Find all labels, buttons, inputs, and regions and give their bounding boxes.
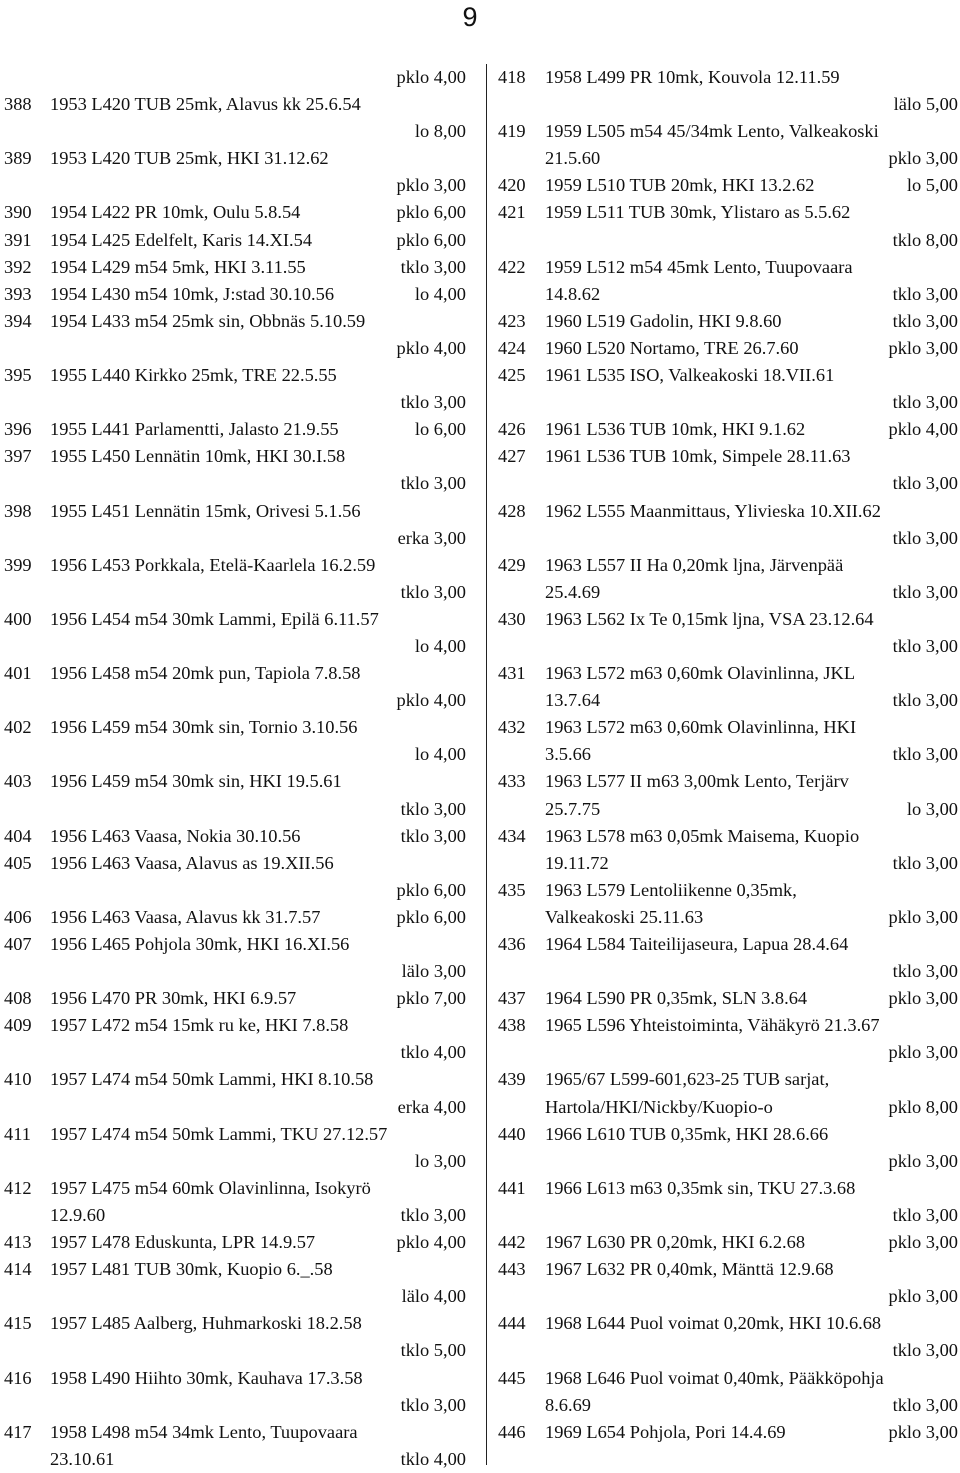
lot-description: 1968 L646 Puol voimat 0,40mk, Pääkköpohja [545,1367,884,1388]
lot-price: pklo 3,00 [888,1421,958,1442]
lot-price: tklo 3,00 [892,744,958,765]
lot-price: lälo 4,00 [401,1286,466,1307]
list-item [4,254,466,281]
lot-number: 406 [4,906,32,927]
lot-price: tklo 3,00 [400,1204,466,1225]
list-item [498,823,958,850]
lot-price: tklo 3,00 [400,581,466,602]
list-item [498,1175,958,1202]
lot-description: 1958 L499 PR 10mk, Kouvola 12.11.59 [545,67,840,87]
lot-price: pklo 3,00 [396,175,466,196]
list-item [498,172,958,199]
lot-description: 1965 L596 Yhteistoiminta, Vähäkyrö 21.3.67 [545,1015,880,1036]
lot-price: pklo 3,00 [888,148,958,169]
list-item [498,1310,958,1337]
lot-price: pklo 6,00 [396,202,466,223]
list-item [4,1392,466,1419]
lot-description: 1957 L478 Eduskunta, LPR 14.9.57 [50,1232,316,1253]
lot-price: tklo 8,00 [892,229,958,250]
lot-number: 436 [498,934,526,954]
list-item [4,64,466,91]
list-item [4,1419,466,1446]
lot-description: 1964 L590 PR 0,35mk, SLN 3.8.64 [545,988,808,1009]
lot-description: 12.9.60 [50,1204,106,1225]
list-item [4,91,466,118]
list-item [498,64,958,91]
lot-price: lo 4,00 [414,635,466,656]
list-item [4,389,466,416]
lot-price: tklo 3,00 [892,310,958,331]
lot-description: 1956 L470 PR 30mk, HKI 6.9.57 [50,988,297,1009]
lot-description: 1963 L577 II m63 3,00mk Lento, Terjärv [545,771,849,792]
lot-number: 402 [4,717,32,738]
list-item [498,1337,958,1364]
list-item [498,254,958,281]
list-item [4,796,466,823]
list-item [4,985,466,1012]
lot-number: 427 [498,446,526,467]
lot-price: erka 3,00 [397,527,466,548]
lot-price: lo 5,00 [906,175,958,196]
lot-description: 1955 L440 Kirkko 25mk, TRE 22.5.55 [50,365,337,386]
lot-description: 1960 L519 Gadolin, HKI 9.8.60 [545,310,782,331]
list-item [4,1066,466,1093]
list-item [498,552,958,579]
lot-price: tklo 3,00 [892,392,958,413]
list-item [498,1121,958,1148]
lot-number: 393 [4,283,32,304]
lot-price: pklo 3,00 [888,1150,958,1171]
lot-price: pklo 3,00 [888,906,958,927]
list-item [4,308,466,335]
lot-description: 1956 L458 m54 20mk pun, Tapiola 7.8.58 [50,663,361,684]
list-item [4,931,466,958]
lot-description: 1963 L572 m63 0,60mk Olavinlinna, JKL [545,663,856,684]
list-item [498,227,958,254]
lot-description: 14.8.62 [545,283,601,304]
list-item [498,118,958,145]
list-item [498,579,958,606]
list-item [4,877,466,904]
lot-description: 1954 L429 m54 5mk, HKI 3.11.55 [50,256,306,277]
lot-price: tklo 4,00 [400,1042,466,1063]
list-item [4,823,466,850]
lot-description: 1957 L475 m54 60mk Olavinlinna, Isokyrö [50,1177,371,1198]
lot-price: pklo 3,00 [888,988,958,1009]
list-item [498,199,958,226]
lot-number: 400 [4,608,32,629]
list-item [498,389,958,416]
lot-number: 412 [4,1177,32,1198]
list-item [4,172,466,199]
list-item [498,1392,958,1419]
lot-price: pklo 6,00 [396,906,466,927]
list-item [4,281,466,308]
lot-price: tklo 3,00 [892,961,958,982]
lot-number: 398 [4,500,32,521]
column-divider [486,64,487,1465]
lot-description: 1958 L498 m54 34mk Lento, Tuupovaara [50,1421,358,1442]
lot-number: 424 [498,337,526,358]
lot-number: 426 [498,419,526,440]
list-item [4,443,466,470]
lot-price: tklo 3,00 [892,1204,958,1225]
lot-price: pklo 4,00 [396,690,466,711]
lot-description: 1956 L465 Pohjola 30mk, HKI 16.XI.56 [50,934,350,954]
list-item [498,877,958,904]
list-item [498,714,958,741]
lot-description: 1957 L474 m54 50mk Lammi, HKI 8.10.58 [50,1069,374,1090]
lot-price: tklo 3,00 [892,283,958,304]
list-item [498,958,958,985]
list-item [4,904,466,931]
list-item [498,145,958,172]
list-item [4,1148,466,1175]
lot-price: tklo 3,00 [400,256,466,277]
lot-price: pklo 4,00 [396,337,466,358]
lot-description: 25.4.69 [545,581,601,602]
lot-description: Hartola/HKI/Nickby/Kuopio-o [545,1096,773,1117]
list-item [4,470,466,497]
lot-number: 395 [4,365,32,386]
lot-price: pklo 6,00 [396,879,466,900]
lot-description: 25.7.75 [545,798,601,819]
lot-price: tklo 4,00 [400,1448,466,1469]
lot-description: 1953 L420 TUB 25mk, HKI 31.12.62 [50,148,329,169]
list-item [4,1310,466,1337]
lot-number: 442 [498,1232,526,1253]
lot-price: tklo 3,00 [892,635,958,656]
lot-description: 1963 L579 Lentoliikenne 0,35mk, [545,879,797,900]
lot-description: 1968 L644 Puol voimat 0,20mk, HKI 10.6.68 [545,1313,882,1334]
lot-description: 1961 L535 ISO, Valkeakoski 18.VII.61 [545,365,835,386]
list-item [498,498,958,525]
lot-description: 1961 L536 TUB 10mk, Simpele 28.11.63 [545,446,851,467]
lot-price: pklo 4,00 [396,67,466,87]
list-item [498,633,958,660]
list-item [498,1039,958,1066]
list-item [498,796,958,823]
lot-number: 413 [4,1232,32,1253]
lot-price: erka 4,00 [397,1096,466,1117]
lot-price: tklo 3,00 [892,527,958,548]
list-item [498,687,958,714]
lot-price: tklo 3,00 [892,581,958,602]
lot-number: 438 [498,1015,526,1036]
lot-description: 1960 L520 Nortamo, TRE 26.7.60 [545,337,799,358]
list-item [498,1012,958,1039]
lot-number: 390 [4,202,32,223]
list-item [498,308,958,335]
list-item [498,1419,958,1446]
lot-price: pklo 4,00 [888,419,958,440]
list-item [498,281,958,308]
list-item [498,606,958,633]
list-item [4,850,466,877]
lot-description: 1956 L459 m54 30mk sin, Tornio 3.10.56 [50,717,358,738]
lot-description: 1956 L463 Vaasa, Nokia 30.10.56 [50,825,301,846]
lot-number: 421 [498,202,526,223]
list-item [4,958,466,985]
lot-price: lo 8,00 [414,121,466,142]
lot-description: 1955 L441 Parlamentti, Jalasto 21.9.55 [50,419,339,440]
list-item [4,498,466,525]
list-item [4,1283,466,1310]
lot-number: 401 [4,663,32,684]
list-item [498,416,958,443]
lot-number: 420 [498,175,526,196]
lot-description: 1953 L420 TUB 25mk, Alavus kk 25.6.54 [50,94,361,115]
list-item [498,741,958,768]
lot-price: pklo 3,00 [888,1286,958,1307]
lot-price: pklo 6,00 [396,229,466,250]
lot-number: 394 [4,310,32,331]
lot-description: 1969 L654 Pohjola, Pori 14.4.69 [545,1421,786,1442]
lot-description: 1959 L511 TUB 30mk, Ylistaro as 5.5.62 [545,202,851,223]
lot-price: tklo 3,00 [892,852,958,873]
lot-number: 416 [4,1367,32,1388]
page-number: 9 [462,2,478,32]
list-item [498,1365,958,1392]
lot-number: 388 [4,94,32,115]
lot-number: 396 [4,419,32,440]
lot-number: 397 [4,446,32,467]
lot-number: 441 [498,1177,526,1198]
list-item [498,470,958,497]
lot-description: 1963 L562 Ix Te 0,15mk ljna, VSA 23.12.64 [545,608,874,629]
lot-number: 443 [498,1259,526,1280]
lot-description: 1959 L512 m54 45mk Lento, Tuupovaara [545,256,853,277]
lot-description: 8.6.69 [545,1394,591,1415]
list-item [4,1446,466,1473]
lot-number: 431 [498,663,526,684]
lot-description: 1962 L555 Maanmittaus, Ylivieska 10.XII.62 [545,500,881,521]
lot-description: 3.5.66 [545,744,591,765]
lot-number: 422 [498,256,526,277]
lot-price: pklo 8,00 [888,1096,958,1117]
list-item [4,552,466,579]
list-item [4,1202,466,1229]
lot-description: Valkeakoski 25.11.63 [545,906,704,927]
list-item [4,1175,466,1202]
lot-number: 446 [498,1421,526,1442]
list-item [4,416,466,443]
lot-description: 1956 L463 Vaasa, Alavus as 19.XII.56 [50,852,334,873]
lot-price: tklo 3,00 [892,690,958,711]
list-item [4,1094,466,1121]
list-item [498,768,958,795]
lot-number: 434 [498,825,526,846]
lot-number: 404 [4,825,32,846]
lot-description: 1956 L463 Vaasa, Alavus kk 31.7.57 [50,906,321,927]
lot-description: 1967 L630 PR 0,20mk, HKI 6.2.68 [545,1232,806,1253]
list-item [498,1148,958,1175]
lot-number: 419 [498,121,526,142]
lot-price: lo 4,00 [414,744,466,765]
lot-description: 1957 L485 Aalberg, Huhmarkoski 18.2.58 [50,1313,362,1334]
list-item [4,335,466,362]
list-item [498,362,958,389]
lot-number: 423 [498,310,526,331]
list-item [4,633,466,660]
list-item [498,660,958,687]
list-item [4,660,466,687]
lot-number: 391 [4,229,32,250]
lot-description: 1955 L450 Lennätin 10mk, HKI 30.I.58 [50,446,346,467]
lot-price: lälo 3,00 [401,961,466,982]
lot-description: 1959 L510 TUB 20mk, HKI 13.2.62 [545,175,815,196]
list-item [4,227,466,254]
lot-number: 432 [498,717,526,738]
list-item [4,1012,466,1039]
lot-description: 13.7.64 [545,690,601,711]
lot-description: 1966 L610 TUB 0,35mk, HKI 28.6.66 [545,1123,829,1144]
lot-number: 445 [498,1367,526,1388]
lot-number: 408 [4,988,32,1009]
lot-number: 425 [498,365,526,386]
list-item [4,714,466,741]
lot-number: 415 [4,1313,32,1334]
lot-description: 1954 L433 m54 25mk sin, Obbnäs 5.10.59 [50,310,366,331]
lot-price: tklo 3,00 [892,1340,958,1361]
lot-description: 1955 L451 Lennätin 15mk, Orivesi 5.1.56 [50,500,361,521]
lot-number: 405 [4,852,32,873]
lot-number: 392 [4,256,32,277]
list-item [4,1229,466,1256]
lot-description: 1958 L490 Hiihto 30mk, Kauhava 17.3.58 [50,1367,363,1388]
list-item [498,985,958,1012]
lot-number: 389 [4,148,32,169]
lot-description: 1957 L474 m54 50mk Lammi, TKU 27.12.57 [50,1123,388,1144]
list-item [498,931,958,958]
lot-price: pklo 3,00 [888,337,958,358]
list-item [498,525,958,552]
lot-description: 1961 L536 TUB 10mk, HKI 9.1.62 [545,419,806,440]
list-item [498,443,958,470]
lot-price: lo 6,00 [414,419,466,440]
lot-price: tklo 3,00 [400,825,466,846]
lot-description: 1963 L578 m63 0,05mk Maisema, Kuopio [545,825,860,846]
lot-description: 1957 L481 TUB 30mk, Kuopio 6._.58 [50,1259,333,1280]
lot-number: 433 [498,771,526,792]
lot-price: tklo 3,00 [400,798,466,819]
lot-description: 1954 L430 m54 10mk, J:stad 30.10.56 [50,283,335,304]
lot-description: 1963 L572 m63 0,60mk Olavinlinna, HKI [545,717,857,738]
lot-number: 429 [498,554,526,575]
lot-number: 403 [4,771,32,792]
list-item [4,606,466,633]
list-item [498,1283,958,1310]
lot-description: 19.11.72 [545,852,609,873]
lot-number: 418 [498,67,526,87]
list-item [4,118,466,145]
list-item [498,850,958,877]
lot-price: pklo 3,00 [888,1232,958,1253]
lot-description: 1964 L584 Taiteilijaseura, Lapua 28.4.64 [545,934,849,954]
lot-number: 430 [498,608,526,629]
lot-price: tklo 3,00 [400,473,466,494]
lot-description: 1965/67 L599-601,623-25 TUB sarjat, [545,1069,830,1090]
lot-number: 417 [4,1421,32,1442]
lot-number: 439 [498,1069,526,1090]
list-item [4,145,466,172]
lot-price: pklo 4,00 [396,1232,466,1253]
list-item [498,335,958,362]
list-item [4,199,466,226]
lot-description: 1956 L454 m54 30mk Lammi, Epilä 6.11.57 [50,608,379,629]
list-item [498,1256,958,1283]
list-item [498,1066,958,1093]
lot-description: 1956 L453 Porkkala, Etelä-Kaarlela 16.2.59 [50,554,376,575]
lot-number: 411 [4,1123,31,1144]
lot-price: tklo 3,00 [400,1394,466,1415]
lot-price: lo 4,00 [414,283,466,304]
list-item [498,1202,958,1229]
right-column [498,64,958,1446]
lot-price: pklo 7,00 [396,988,466,1009]
lot-description: 1956 L459 m54 30mk sin, HKI 19.5.61 [50,771,342,792]
list-item [4,1039,466,1066]
lot-number: 409 [4,1015,32,1036]
list-item [498,1094,958,1121]
list-item [4,1121,466,1148]
lot-price: tklo 5,00 [400,1340,466,1361]
list-item [4,1337,466,1364]
lot-price: lo 3,00 [906,798,958,819]
list-item [4,1256,466,1283]
list-item [498,91,958,118]
lot-number: 440 [498,1123,526,1144]
lot-description: 1967 L632 PR 0,40mk, Mänttä 12.9.68 [545,1259,834,1280]
list-item [498,904,958,931]
lot-number: 444 [498,1313,526,1334]
lot-number: 399 [4,554,32,575]
lot-description: 21.5.60 [545,148,601,169]
lot-description: 1957 L472 m54 15mk ru ke, HKI 7.8.58 [50,1015,349,1036]
lot-number: 428 [498,500,526,521]
list-item [498,1229,958,1256]
lot-description: 23.10.61 [50,1448,115,1469]
lot-number: 414 [4,1259,32,1280]
left-column [4,64,466,1473]
lot-price: tklo 3,00 [892,1394,958,1415]
lot-description: 1954 L422 PR 10mk, Oulu 5.8.54 [50,202,301,223]
lot-price: tklo 3,00 [400,392,466,413]
list-item [4,1365,466,1392]
lot-number: 435 [498,879,526,900]
list-item [4,741,466,768]
lot-price: lälo 5,00 [893,94,958,115]
lot-price: tklo 3,00 [892,473,958,494]
list-item [4,579,466,606]
list-item [4,525,466,552]
lot-number: 407 [4,934,32,954]
list-item [4,768,466,795]
lot-description: 1959 L505 m54 45/34mk Lento, Valkeakoski [545,121,879,142]
lot-description: 1963 L557 II Ha 0,20mk ljna, Järvenpää [545,554,844,575]
lot-price: lo 3,00 [414,1150,466,1171]
list-item [4,687,466,714]
lot-description: 1954 L425 Edelfelt, Karis 14.XI.54 [50,229,313,250]
lot-description: 1966 L613 m63 0,35mk sin, TKU 27.3.68 [545,1177,856,1198]
lot-number: 437 [498,988,526,1009]
lot-price: pklo 3,00 [888,1042,958,1063]
list-item [4,362,466,389]
lot-number: 410 [4,1069,32,1090]
